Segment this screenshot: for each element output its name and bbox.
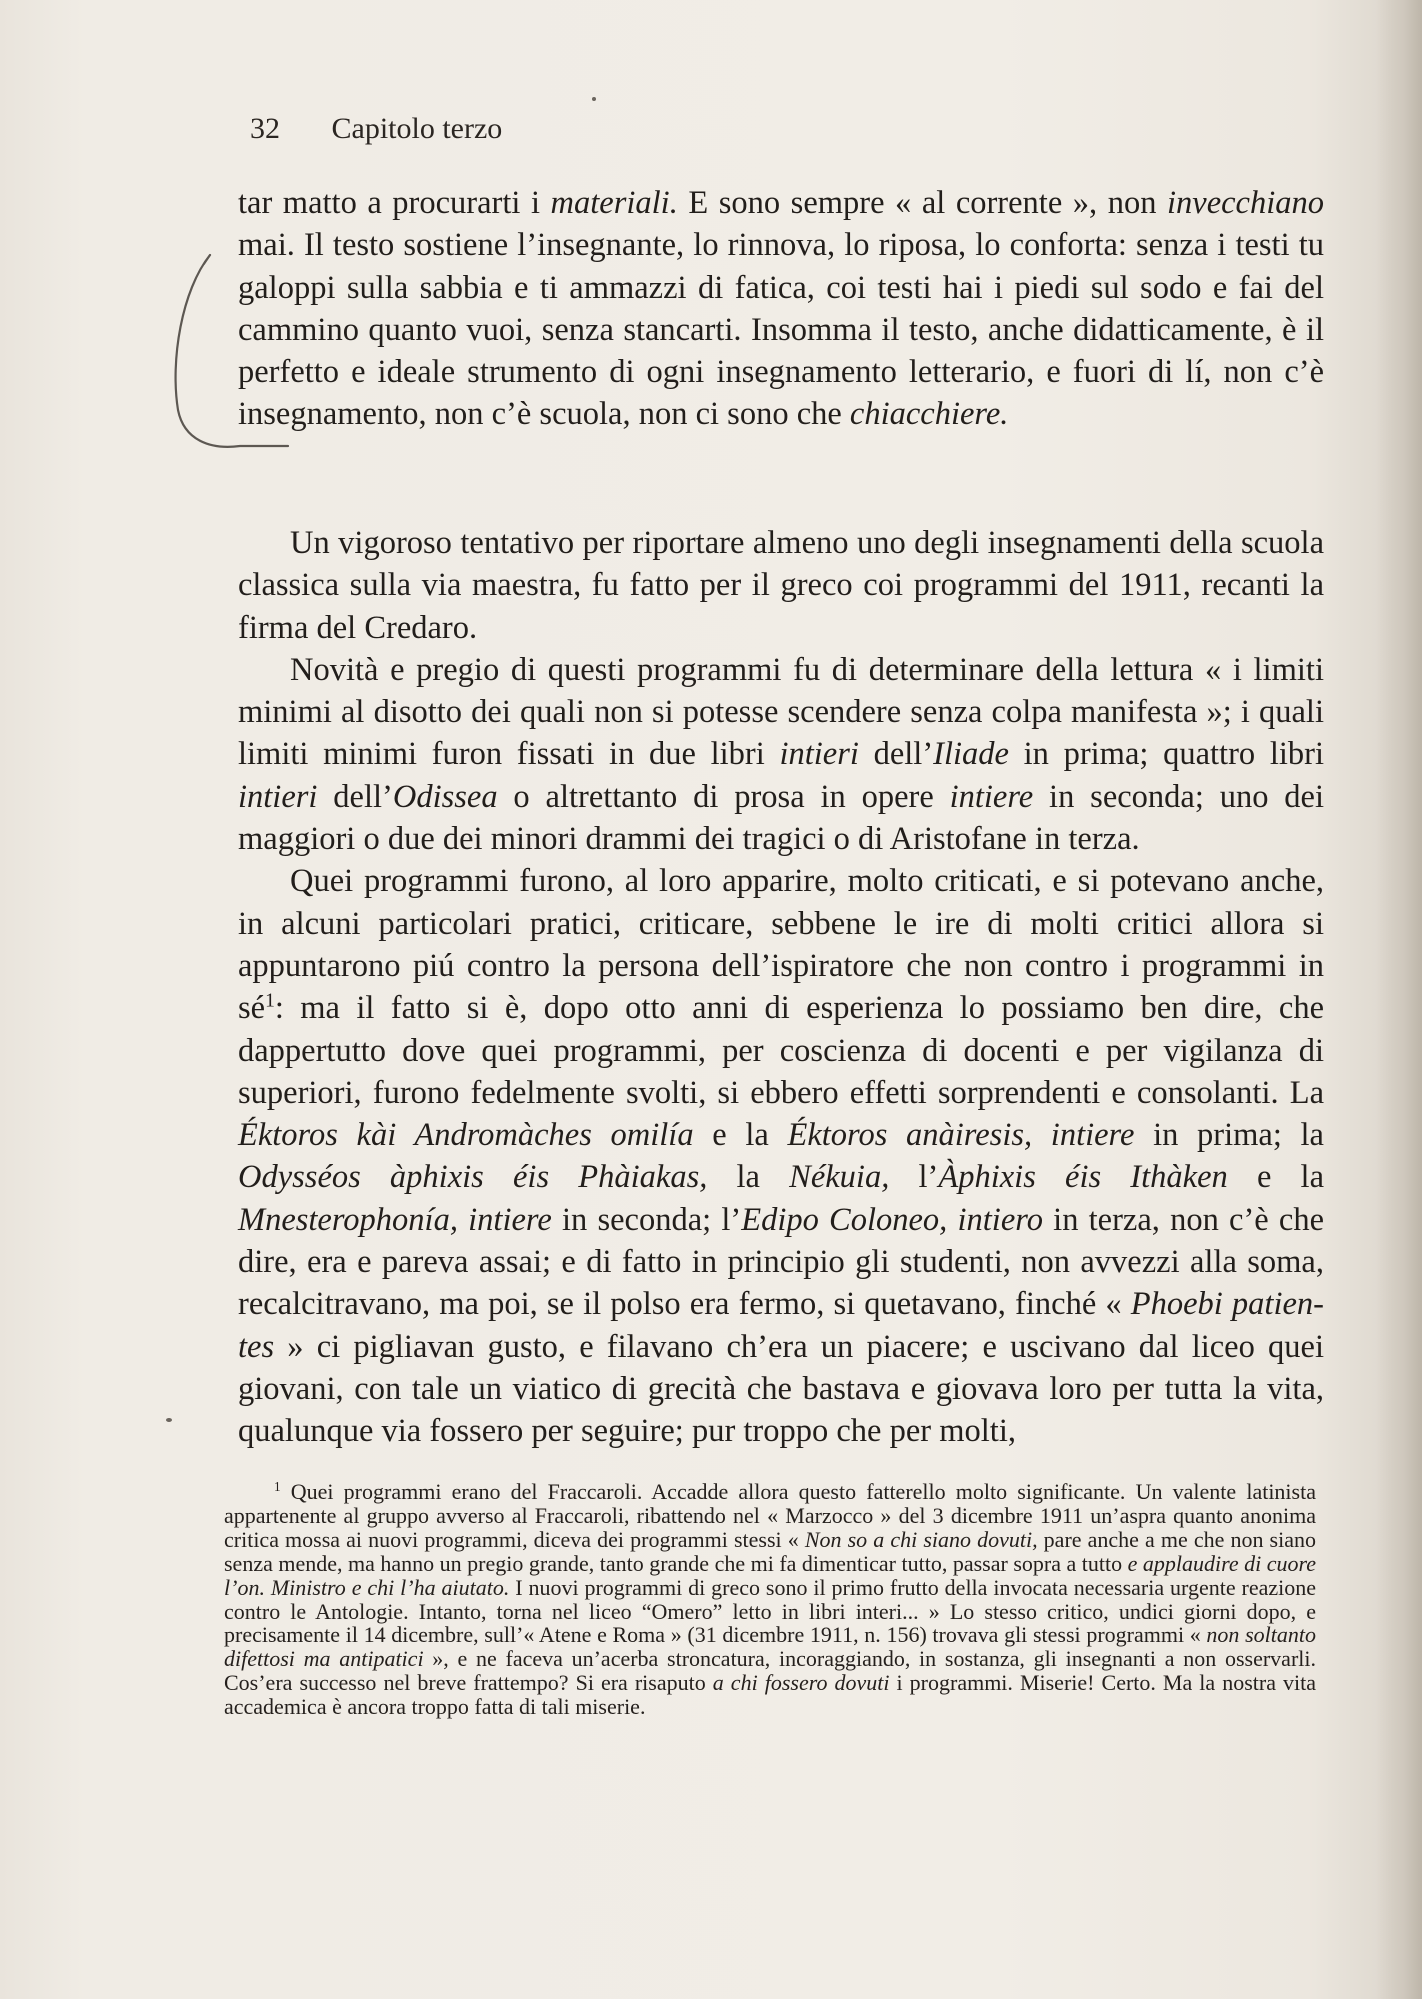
paragraph: Un vigoroso tentativo per riportare almeno uno degli insegnamenti della scuola classica sulla via maestra, fu fatto per il greco coi programmi del 1911, recanti la firma del Credaro. [238,525,1324,646]
footnote-marker: 1 [274,1479,281,1495]
ink-dot-mark [166,1418,172,1422]
paragraph: Quei programmi furono, al loro apparire, molto criticati, e si potevano anche, in alcuni particolari pratici, criticare, sebbene le ire di molti critici allora si appuntarono piú contro la persona dell’ispiratore che non contro i programmi in $sé^1$: ma il fatto si è, dopo otto anni di esperienza lo possiamo ben dire, che dappertutto dove quei programmi, per coscienza di docenti e per vigilanza di superiori, furono fedelmente svolti, si ebbero effetti sorprendenti e consolanti. La Éktoros kài Andromàches omilía e la Éktoros anàiresis, intiere in prima; la Odysséos àphixis éis Phàiakas, la Nékuia, l’Àphixis éis Ithàken e la Mnesterophonía, intiere in seconda; l’Edipo Coloneo, intiero in terza, non c’è che dire, era e pareva assai; e di fatto in principio gli studenti, non avvezzi alla soma, recalcitravano, ma poi, se il polso era fermo, si quetavano, finché « Phoebi patientes » ci pigliavan gusto, e filavano ch’era un piacere; e uscivano dal liceo quei giovani, con tale un viatico di grecità che bastava e giovava loro per tutta la vita, qualunque via fossero per seguire; pur troppo che per molti, [238,863,1325,1450]
continued-paragraph: tar matto a procurarti i materiali. E sono sempre « al corrente », non invecchiano mai. Il testo sostiene l’insegnante, lo rinnova, lo riposa, lo conforta: senza i testi tu galoppi sulla sabbia e ti ammazzi di fatica, coi testi hai i piedi sul sodo e fai del cammino quanto vuoi, senza stancarti. Insomma il testo, anche didatticamente, è il perfetto e ideale strumento di ogni insegnamento letterario, e fuori di lí, non c’è insegnamento, non c’è scuola, non ci sono che chiacchiere. [238,185,1324,433]
footnote: $^1$ Quei programmi erano del Fraccaroli. Accadde allora questo fatterello molto significante. Un valente latinista appartenente al gruppo avverso al Fraccaroli, ribattendo nel « Marzocco » del 3 dicembre 1911 un’aspra quanto anonima critica mossa ai nuovi programmi, diceva dei programmi stessi « Non so a chi siano dovuti, pare anche a me che non siano senza mende, ma hanno un pregio grande, tanto grande che mi fa dimenticar tutto, passar sopra a tutto e applaudire di cuore l’on. Ministro e chi l’ha aiutato. I nuovi programmi di greco sono il primo frutto della invocata necessaria urgente reazione contro le Antologie. Intanto, torna nel liceo “Omero” letto in libri interi... » Lo stesso critico, undici giorni dopo, e precisamente il 14 dicembre, sull’« Atene e Roma » (31 dicembre 1911, n. 156) trovava gli stessi programmi « non soltanto difettosi ma antipatici », e ne faceva un’acerba stroncatura, incoraggiando, in sostanza, gli insegnanti a non osservarli. Cos’era successo nel breve frattempo? Si era risaputo a chi fossero dovuti i programmi. Miserie! Certo. Ma la nostra vita accademica è ancora troppo fatta di tali miserie. [224,1479,1316,1720]
page-edge-shadow [1376,0,1422,1999]
footnote-reference[interactable]: 1 [265,990,275,1012]
running-header [250,112,502,146]
ink-dot-mark [592,97,596,101]
chapter-title: Capitolo terzo [331,112,503,145]
page-number: 32 [250,112,280,145]
paragraph: Novità e pregio di questi programmi fu di determinare della lettura « i limiti minimi al disotto dei quali non si potesse scendere senza colpa manifesta »; i quali limiti minimi furon fissati in due libri intieri dell’Iliade in prima; quattro libri intieri dell’Odissea o altrettanto di prosa in opere intiere in seconda; uno dei maggiori o due dei minori drammi dei tragici o di Aristofane in terza. [238,651,1325,858]
main-body-text [238,522,1324,1453]
